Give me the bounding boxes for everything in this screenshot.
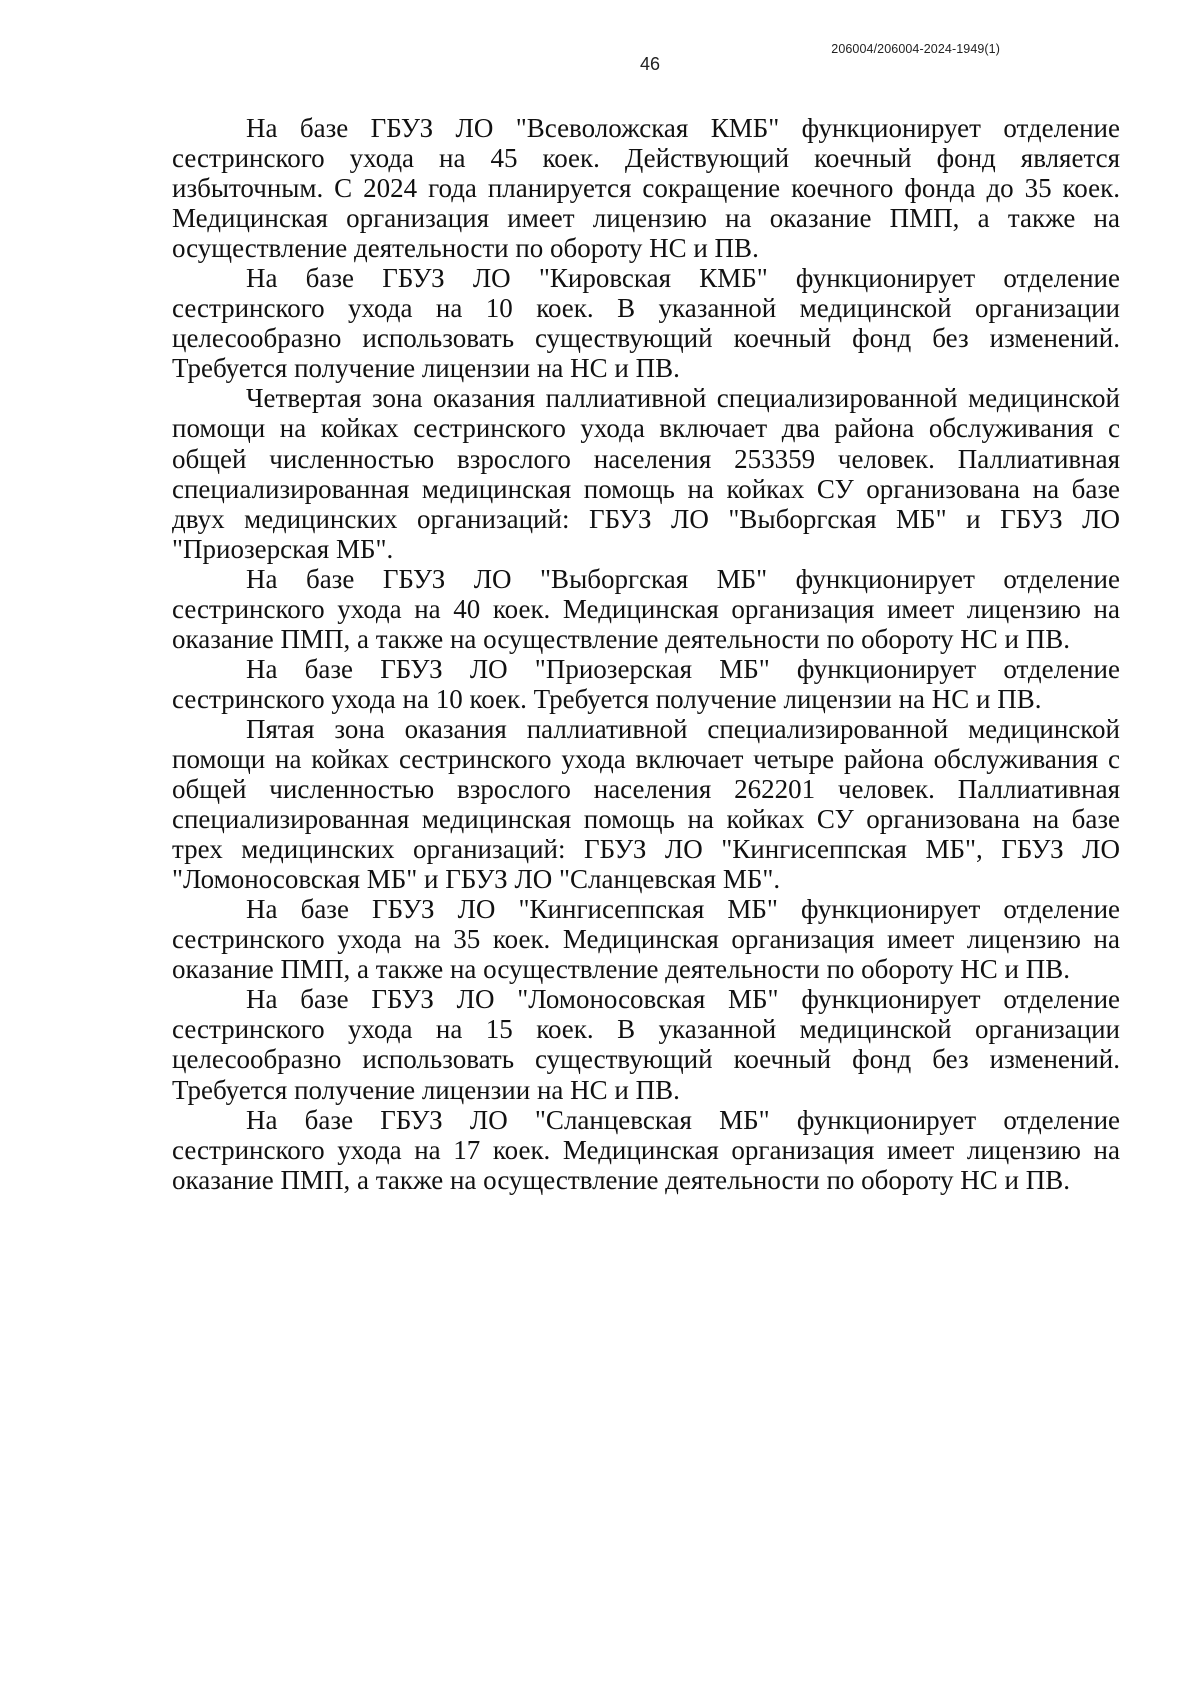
document-body — [172, 113, 1120, 1195]
paragraph-zone-four: Четвертая зона оказания паллиативной специализированной медицинской помощи на койках сестринского ухода включает два района обслуживания с общей численностью взрослого населения 253359 человек. Паллиативная специализированная медицинская помощь на койках СУ организована на базе двух медицинских организаций: ГБУЗ ЛО "Выборгская МБ" и ГБУЗ ЛО "Приозерская МБ". — [172, 383, 1120, 564]
paragraph-lomonosov-mb: На базе ГБУЗ ЛО "Ломоносовская МБ" функционирует отделение сестринского ухода на 15 коек. В указанной медицинской организации целесообразно использовать существующий коечный фонд без изменений. Требуется получение лицензии на НС и ПВ. — [172, 984, 1120, 1105]
paragraph-kingisepp-mb: На базе ГБУЗ ЛО "Кингисеппская МБ" функционирует отделение сестринского ухода на 35 коек. Медицинская организация имеет лицензию на оказание ПМП, а также на осуществление деятельности по обороту НС и ПВ. — [172, 894, 1120, 985]
paragraph-vsevolozhsk-kmb: На базе ГБУЗ ЛО "Всеволожская КМБ" функционирует отделение сестринского ухода на 45 коек. Действующий коечный фонд является избыточным. С 2024 года планируется сокращение коечного фонда до 35 коек. Медицинская организация имеет лицензию на оказание ПМП, а также на осуществление деятельности по обороту НС и ПВ. — [172, 113, 1120, 264]
paragraph-zone-five: Пятая зона оказания паллиативной специализированной медицинской помощи на койках сестринского ухода включает четыре района обслуживания с общей численностью взрослого населения 262201 человек. Паллиативная специализированная медицинская помощь на койках СУ организована на базе трех медицинских организаций: ГБУЗ ЛО "Кингисеппская МБ", ГБУЗ ЛО "Ломоносовская МБ" и ГБУЗ ЛО "Сланцевская МБ". — [172, 713, 1120, 895]
document-id: 206004/206004-2024-1949(1) — [831, 42, 1000, 56]
page-number: 46 — [639, 54, 661, 74]
paragraph-vyborg-mb: На базе ГБУЗ ЛО "Выборгская МБ" функционирует отделение сестринского ухода на 40 коек. Медицинская организация имеет лицензию на оказание ПМП, а также на осуществление деятельности по обороту НС и ПВ. — [172, 563, 1120, 654]
paragraph-kirovsk-kmb: На базе ГБУЗ ЛО "Кировская КМБ" функционирует отделение сестринского ухода на 10 коек. В указанной медицинской организации целесообразно использовать существующий коечный фонд без изменений. Требуется получение лицензии на НС и ПВ. — [172, 263, 1120, 384]
paragraph-slantsy-mb: На базе ГБУЗ ЛО "Сланцевская МБ" функционирует отделение сестринского ухода на 17 коек. Медицинская организация имеет лицензию на оказание ПМП, а также на осуществление деятельности по обороту НС и ПВ. — [172, 1104, 1120, 1195]
paragraph-priozersk-mb: На базе ГБУЗ ЛО "Приозерская МБ" функционирует отделение сестринского ухода на 10 коек. Требуется получение лицензии на НС и ПВ. — [172, 653, 1120, 714]
